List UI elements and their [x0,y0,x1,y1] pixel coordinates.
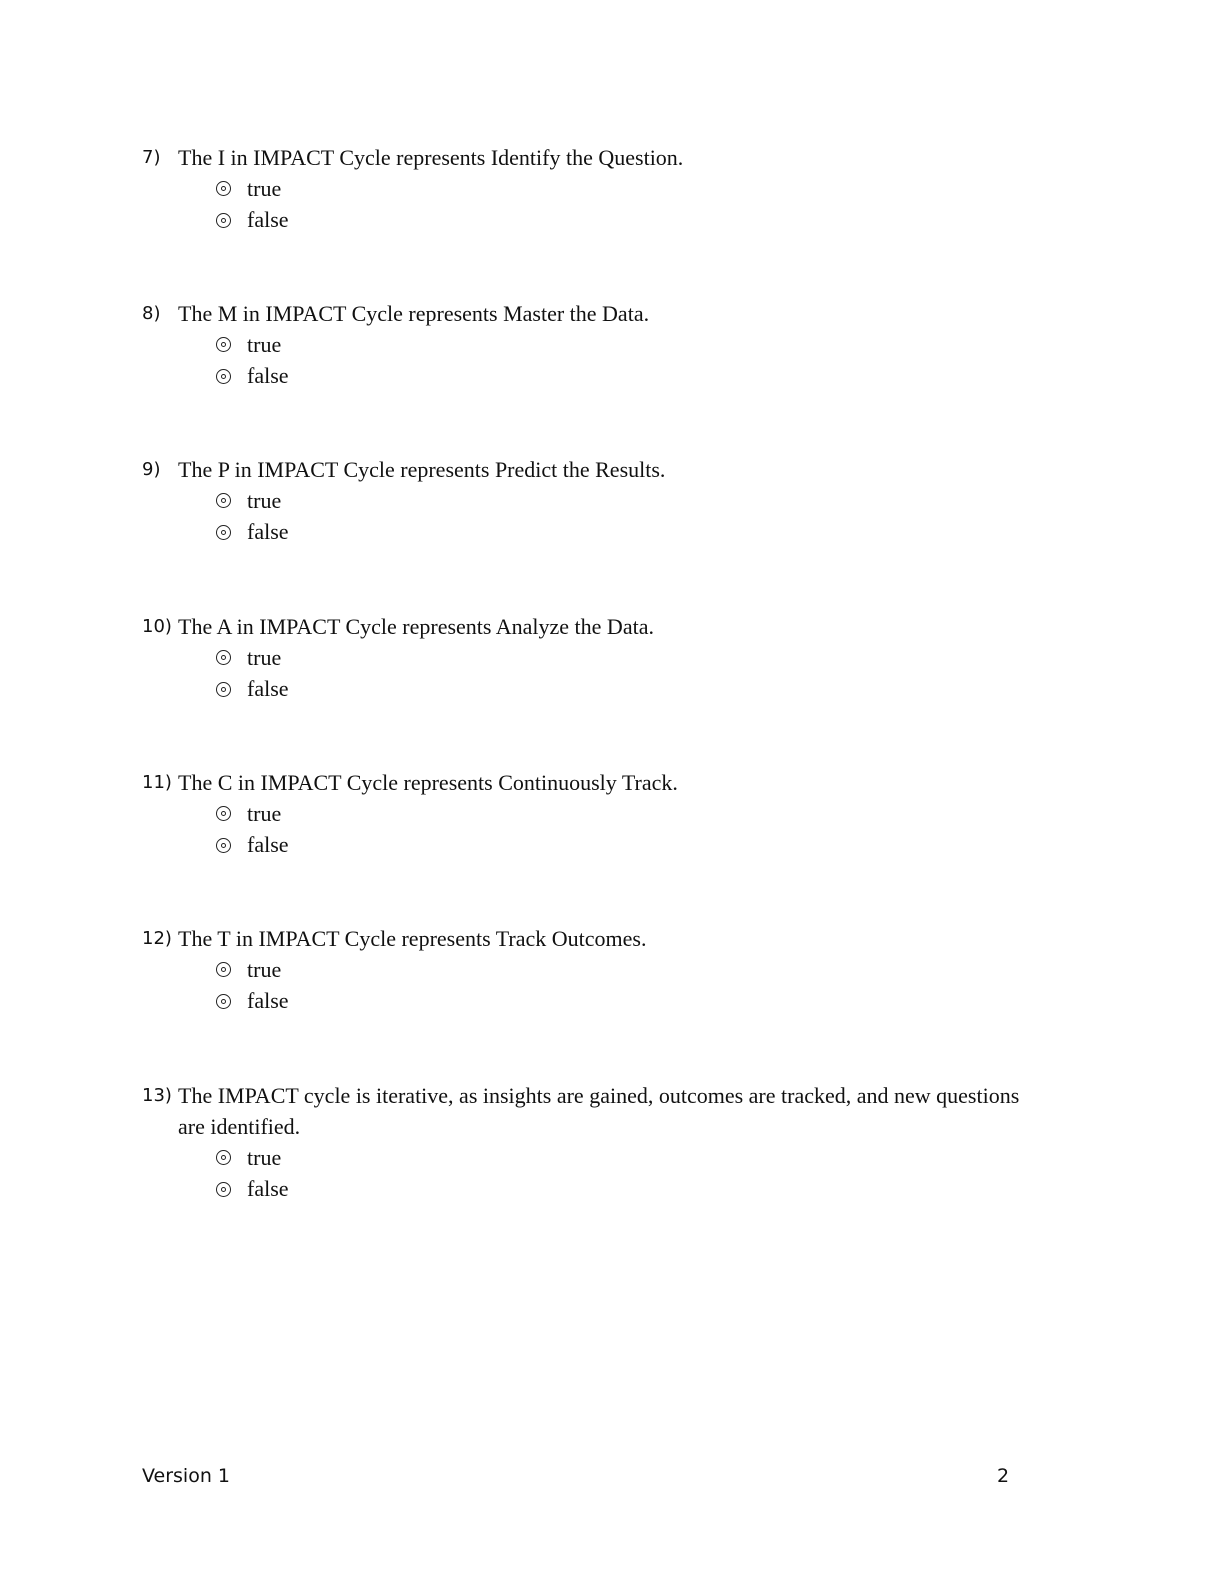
question-text: The IMPACT cycle is iterative, as insights are gained, outcomes are tracked, and new questions are identified. [178,1083,1020,1139]
option-label: false [247,1176,289,1202]
option-label: true [247,956,282,982]
radio-button-icon[interactable] [216,337,231,352]
radio-button-icon[interactable] [216,525,231,540]
option-true[interactable] [216,642,1022,674]
options-list [142,642,1022,705]
question-13 [142,1080,1022,1205]
radio-button-icon[interactable] [216,213,231,228]
radio-button-icon[interactable] [216,682,231,697]
option-false[interactable] [216,1174,1022,1206]
option-label: false [247,207,289,233]
radio-button-icon[interactable] [216,1150,231,1165]
question-9 [142,454,1022,548]
radio-button-icon[interactable] [216,962,231,977]
question-text: The I in IMPACT Cycle represents Identify the Question. [178,145,684,170]
option-false[interactable] [216,205,1022,237]
option-label: true [247,800,282,826]
radio-button-icon[interactable] [216,838,231,853]
option-label: false [247,676,289,702]
option-label: true [247,644,282,670]
options-list [142,173,1022,236]
options-list [142,798,1022,861]
option-label: true [247,331,282,357]
option-label: false [247,519,289,545]
radio-button-icon[interactable] [216,181,231,196]
option-label: false [247,988,289,1014]
options-list [142,485,1022,548]
options-list [142,329,1022,392]
option-true[interactable] [216,954,1022,986]
question-text: The P in IMPACT Cycle represents Predict the Results. [178,457,666,482]
question-number: 11) [142,772,172,793]
radio-button-icon[interactable] [216,650,231,665]
options-list [142,1142,1022,1205]
option-true[interactable] [216,173,1022,205]
question-11 [142,767,1022,861]
question-text: The C in IMPACT Cycle represents Continuously Track. [178,770,678,795]
radio-button-icon[interactable] [216,369,231,384]
question-text: The T in IMPACT Cycle represents Track Outcomes. [178,926,647,951]
option-false[interactable] [216,517,1022,549]
option-label: true [247,1144,282,1170]
option-false[interactable] [216,986,1022,1018]
question-number: 7) [142,147,161,168]
question-number: 9) [142,459,161,480]
option-true[interactable] [216,1142,1022,1174]
radio-button-icon[interactable] [216,994,231,1009]
option-true[interactable] [216,798,1022,830]
radio-button-icon[interactable] [216,1182,231,1197]
option-label: true [247,487,282,513]
option-false[interactable] [216,674,1022,706]
option-label: true [247,175,282,201]
question-number: 8) [142,303,161,324]
option-false[interactable] [216,830,1022,862]
radio-button-icon[interactable] [216,806,231,821]
option-true[interactable] [216,485,1022,517]
radio-button-icon[interactable] [216,493,231,508]
question-text: The M in IMPACT Cycle represents Master the Data. [178,301,650,326]
question-number: 10) [142,616,172,637]
footer-version: Version 1 [142,1465,230,1487]
option-false[interactable] [216,361,1022,393]
footer-page-number: 2 [997,1465,1010,1487]
question-text: The A in IMPACT Cycle represents Analyze the Data. [178,614,654,639]
question-8 [142,298,1022,392]
option-true[interactable] [216,329,1022,361]
option-label: false [247,832,289,858]
question-number: 13) [142,1085,172,1106]
options-list [142,954,1022,1017]
question-number: 12) [142,928,172,949]
question-10 [142,611,1022,705]
question-7 [142,142,1022,236]
question-12 [142,923,1022,1017]
option-label: false [247,363,289,389]
